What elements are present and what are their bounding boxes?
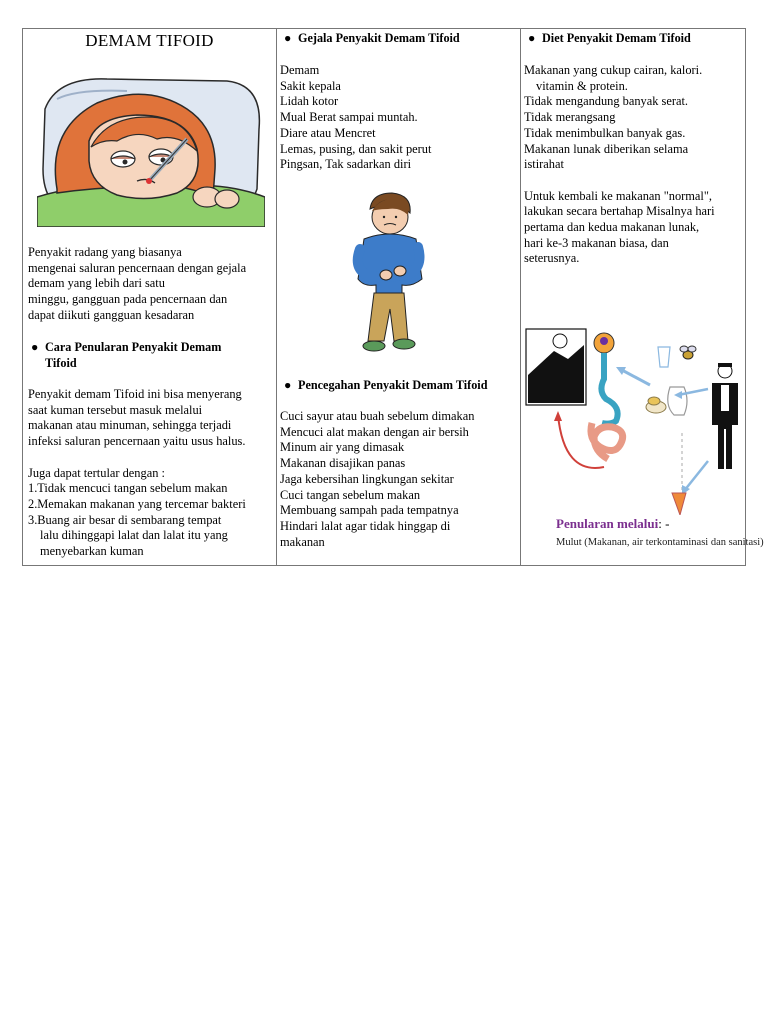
- column-right: [520, 29, 764, 565]
- sick-child-illustration: [37, 69, 265, 227]
- transmission-diagram: [524, 315, 744, 515]
- penularan-paragraph: Penyakit demam Tifoid ini bisa menyerang saat kuman tersebut masuk melalui makanan atau minuman, sehingga terjadi infeksi saluran pencernaan yaitu usus halus. Juga dapat tertular dengan : 1.Tidak mencuci tangan sebelum makan 2.Memakan makanan yang tercemar bakteri 3.Buang air besar di sembarang tempat lalu dihinggapi lalat dan lalat itu yang menyebarkan kuman: [28, 387, 246, 559]
- leaflet-table: [22, 28, 764, 566]
- column-left: [23, 29, 276, 565]
- intro-paragraph: Penyakit radang yang biasanya mengenai saluran pencernaan dengan gejala demam yang lebih dari satu minggu, gangguan pada pencernaan dan dapat diikuti gangguan kesadaran: [28, 245, 247, 322]
- leaflet-title: DEMAM TIFOID: [85, 31, 214, 50]
- diagram-title-text: Penularan melalui: -: [556, 516, 670, 531]
- heading-diet: ● Diet Penyakit Demam Tifoid: [528, 31, 691, 45]
- bullet-icon: ●: [284, 378, 292, 392]
- heading-penularan: ● Cara Penularan Penyakit Demam Tifoid: [31, 340, 222, 370]
- bullet-icon: ●: [284, 31, 292, 45]
- bullet-icon: ●: [31, 340, 39, 354]
- diet-list: Makanan yang cukup cairan, kalori. vitamin & protein. Tidak mengandung banyak serat. Tidak merangsang Tidak menimbulkan banyak gas. Makanan lunak diberikan selama istirahat Untuk kembali ke makanan "normal", lakukan secara bertahap Misalnya hari pertama dan kedua makanan lunak, hari ke-3 makanan biasa, dan seterusnya.: [524, 63, 715, 266]
- stomach-ache-boy-illustration: [342, 191, 438, 357]
- gejala-list: Demam Sakit kepala Lidah kotor Mual Berat sampai muntah. Diare atau Mencret Lemas, pusing, dan sakit perut Pingsan, Tak sadarkan diri: [280, 63, 432, 172]
- diagram-caption: Mulut (Makanan, air terkontaminasi dan sanitasi): [556, 537, 764, 548]
- heading-pencegahan: ● Pencegahan Penyakit Demam Tifoid: [284, 378, 488, 392]
- pencegahan-list: Cuci sayur atau buah sebelum dimakan Mencuci alat makan dengan air bersih Minum air yang dimasak Makanan disajikan panas Jaga kebersihan lingkungan sekitar Cuci tangan sebelum makan Membuang sampah pada tempatnya Hindari lalat agar tidak hinggap di makanan: [280, 409, 475, 549]
- bullet-icon: ●: [528, 31, 536, 45]
- heading-gejala: ● Gejala Penyakit Demam Tifoid: [284, 31, 460, 45]
- column-middle: [276, 29, 520, 565]
